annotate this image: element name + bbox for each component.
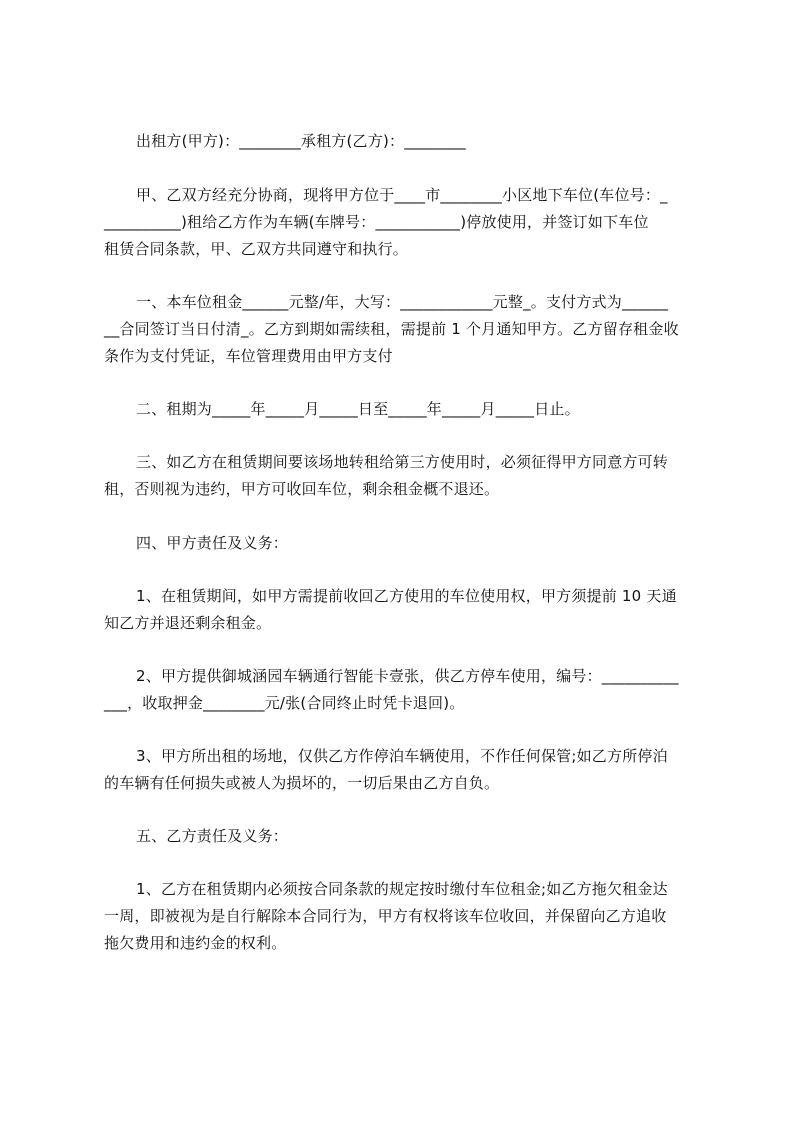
clause-4-3-line-1: 3、甲方所出租的场地，仅供乙方作停泊车辆使用，不作任何保管;如乙方所停泊: [136, 747, 668, 765]
intro-line-2: __________)租给乙方作为车辆(车牌号：___________)停放使用，并签订如下车位: [104, 213, 649, 231]
clause-4-2-line-1: 2、甲方提供御城涵园车辆通行智能卡壹张，供乙方停车使用，编号：__________: [136, 667, 679, 685]
clause-5-1-line-3: 拖欠费用和违约金的权利。: [104, 934, 287, 952]
clause-1-line-2: __合同签订当日付清_。乙方到期如需续租，需提前 1 个月通知甲方。乙方留存租金收: [104, 320, 679, 338]
clause-1-line-3: 条作为支付凭证，车位管理费用由甲方支付: [104, 347, 393, 365]
clause-1-line-1: 一、本车位租金______元整/年，大写：____________元整_。支付方式为______: [136, 293, 669, 311]
clause-4-1-line-1: 1、在租赁期间，如甲方需提前收回乙方使用的车位使用权，甲方须提前 10 天通: [136, 587, 677, 605]
clause-5-1-line-2: 一周，即被视为是自行解除本合同行为，甲方有权将该车位收回，并保留向乙方追收: [104, 907, 667, 925]
clause-4-3-line-2: 的车辆有任何损失或被人为损坏的，一切后果由乙方自负。: [104, 774, 500, 792]
intro-line-1: 甲、乙双方经充分协商，现将甲方位于____市________小区地下车位(车位号：_: [136, 186, 668, 204]
clause-5-1-line-1: 1、乙方在租赁期内必须按合同条款的规定按时缴付车位租金;如乙方拖欠租金达: [136, 880, 668, 898]
intro-line-3: 租赁合同条款，甲、乙双方共同遵守和执行。: [104, 240, 409, 258]
clause-3-line-2: 租，否则视为违约，甲方可收回车位，剩余租金概不退还。: [104, 480, 500, 498]
section-5-heading: 五、乙方责任及义务：: [136, 827, 289, 845]
section-4-heading: 四、甲方责任及义务：: [136, 534, 289, 552]
clause-2-line: 二、租期为_____年_____月_____日至_____年_____月_____日止。: [136, 400, 580, 418]
parties-line: 出租方(甲方)：________承租方(乙方)：________: [136, 132, 466, 150]
clause-3-line-1: 三、如乙方在租赁期间要该场地转租给第三方使用时，必须征得甲方同意方可转: [136, 453, 669, 471]
clause-4-1-line-2: 知乙方并退还剩余租金。: [104, 614, 272, 632]
clause-4-2-line-2: ___，收取押金________元/张(合同终止时凭卡退回)。: [104, 694, 465, 712]
